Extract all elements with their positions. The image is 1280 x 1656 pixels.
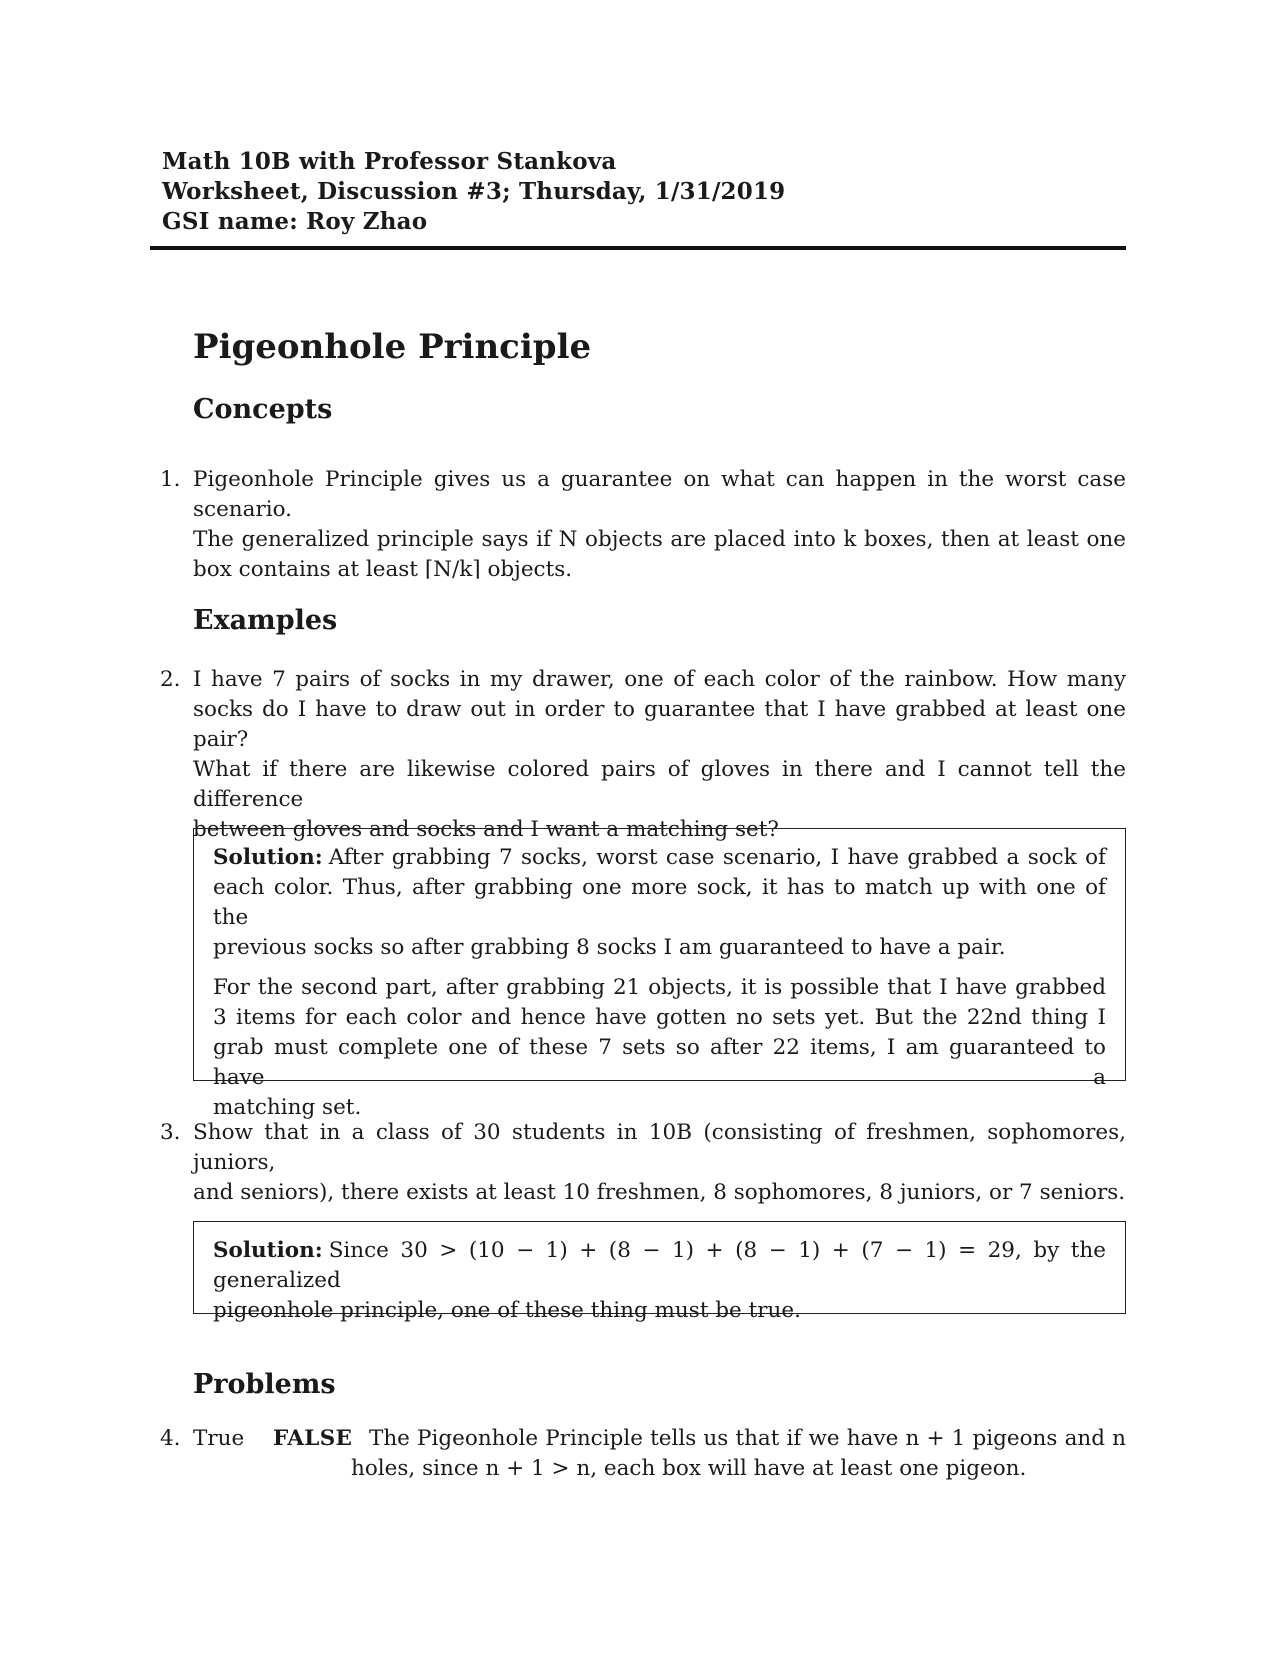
text-line: and seniors), there exists at least 10 freshmen, 8 sophomores, 8 juniors, or 7 seniors. xyxy=(193,1180,1126,1205)
solution-paragraph xyxy=(213,843,1106,963)
item-text xyxy=(193,665,1126,845)
text-line: The Pigeonhole Principle tells us that if we have n + 1 pigeons and n xyxy=(369,1426,1126,1451)
header-divider xyxy=(150,246,1126,250)
solution-paragraph xyxy=(213,973,1106,1123)
text-line-content: Since 30 > (10 − 1) + (8 − 1) + (8 − 1) + (7 − 1) = 29, by the generalized xyxy=(213,1238,1106,1293)
item-text xyxy=(193,465,1126,585)
text-line: 3 items for each color and hence have gotten no sets yet. But the 22nd thing I xyxy=(213,1005,1106,1030)
text-line: matching set. xyxy=(213,1095,362,1120)
text-line: For the second part, after grabbing 21 objects, it is possible that I have grabbed xyxy=(213,975,1106,1000)
text-line: Show that in a class of 30 students in 10B (consisting of freshmen, sophomores, juniors, xyxy=(193,1120,1126,1175)
section-heading-problems: Problems xyxy=(193,1369,336,1400)
page-title: Pigeonhole Principle xyxy=(193,327,592,367)
item-number: 1. xyxy=(160,467,181,492)
item-number: 4. xyxy=(160,1426,181,1451)
text-line: pigeonhole principle, one of these thing must be true. xyxy=(213,1298,801,1323)
item-text xyxy=(193,1118,1126,1208)
text-line: Pigeonhole Principle gives us a guarantee on what can happen in the worst case scenario. xyxy=(193,467,1126,522)
choice-false-selected[interactable]: FALSE xyxy=(273,1426,353,1451)
text-line xyxy=(213,1236,1106,1296)
list-item-concept-1 xyxy=(160,465,1126,585)
text-line: each color. Thus, after grabbing one more sock, it has to match up with one of the xyxy=(213,875,1106,930)
text-line: What if there are likewise colored pairs of gloves in there and I cannot tell the difference xyxy=(193,757,1126,812)
text-line: previous socks so after grabbing 8 socks I am guaranteed to have a pair. xyxy=(213,935,1006,960)
solution-label: Solution: xyxy=(213,1238,323,1263)
solution-paragraph xyxy=(213,1236,1106,1326)
text-line-content: After grabbing 7 socks, worst case scenario, I have grabbed a sock of xyxy=(328,845,1106,870)
section-heading-concepts: Concepts xyxy=(193,394,333,425)
solution-box-example-3 xyxy=(193,1221,1126,1323)
text-line: holes, since n + 1 > n, each box will have at least one pigeon. xyxy=(351,1456,1027,1481)
text-line: grab must complete one of these 7 sets so after 22 items, I am guaranteed to have a xyxy=(213,1035,1106,1090)
text-line: I have 7 pairs of socks in my drawer, one of each color of the rainbow. How many xyxy=(193,667,1126,692)
text-line: between gloves and socks and I want a matching set? xyxy=(193,817,779,842)
choice-true[interactable]: True xyxy=(193,1426,245,1451)
problem-statement xyxy=(351,1424,1126,1481)
section-heading-examples: Examples xyxy=(193,605,338,636)
document-header xyxy=(162,147,1122,237)
gsi-line: GSI name: Roy Zhao xyxy=(162,208,428,235)
text-line: box contains at least ⌈N/k⌉ objects. xyxy=(193,557,573,582)
worksheet-line: Worksheet, Discussion #3; Thursday, 1/31/2019 xyxy=(162,178,786,205)
item-number: 2. xyxy=(160,667,181,692)
list-item-example-3 xyxy=(160,1118,1126,1208)
text-line: socks do I have to draw out in order to guarantee that I have grabbed at least one pair? xyxy=(193,697,1126,752)
text-line xyxy=(213,843,1106,873)
course-line: Math 10B with Professor Stankova xyxy=(162,148,617,175)
list-item-example-2 xyxy=(160,665,1126,845)
text-line: The generalized principle says if N objects are placed into k boxes, then at least one xyxy=(193,527,1126,552)
item-number: 3. xyxy=(160,1120,181,1145)
solution-label: Solution: xyxy=(213,845,323,870)
solution-box-example-2 xyxy=(193,828,1126,1120)
